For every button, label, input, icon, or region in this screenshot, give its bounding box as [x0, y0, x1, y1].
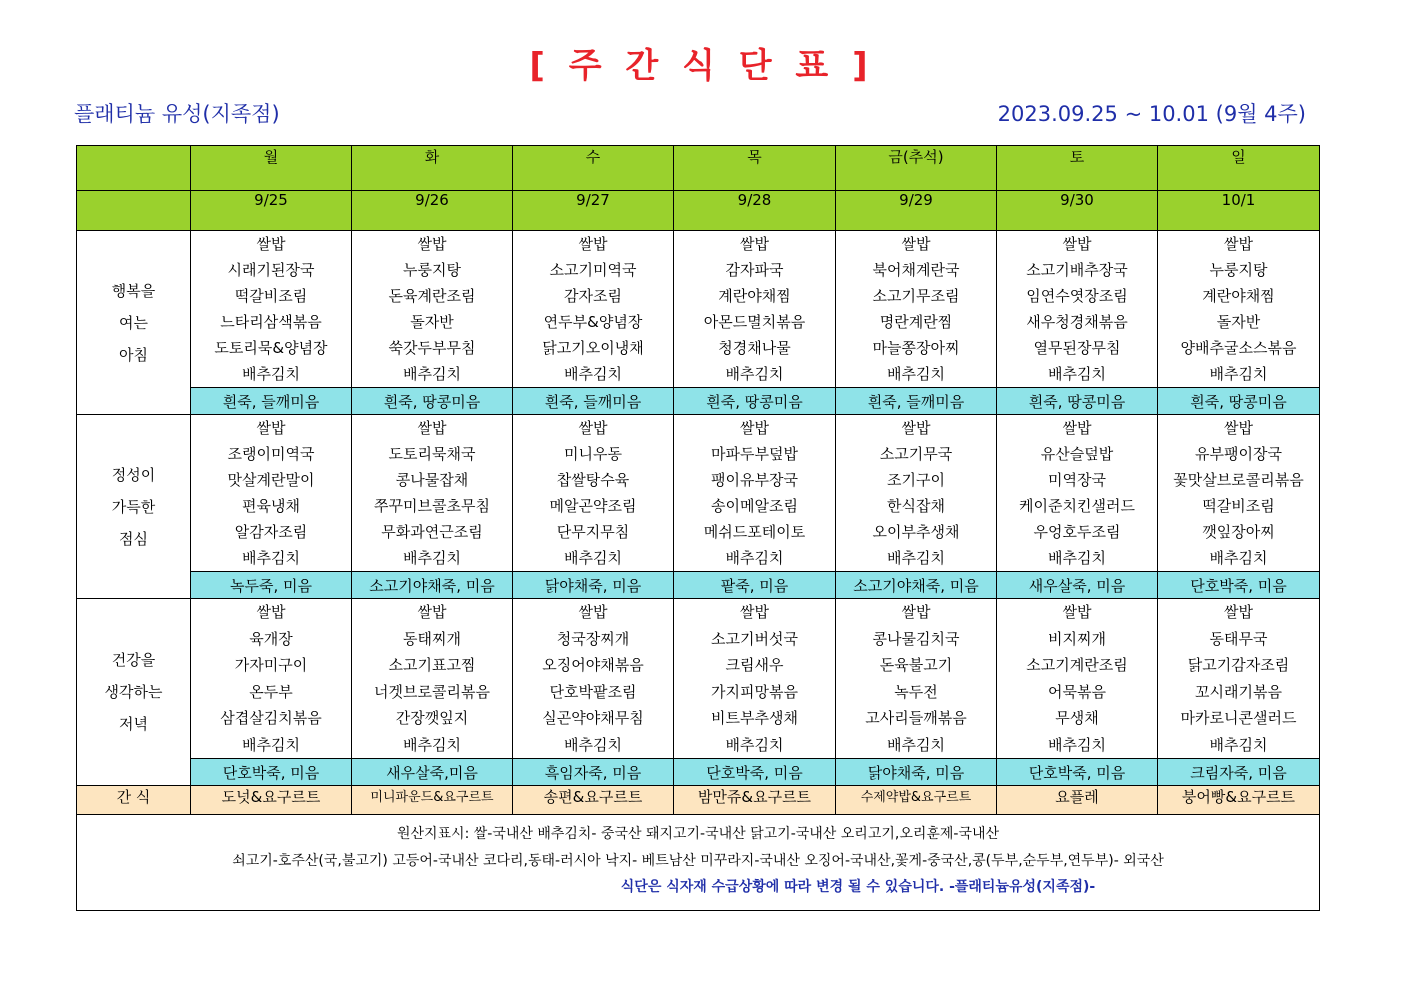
- dish-item: 오이부추생채: [872, 523, 960, 541]
- dish-item: 어묵볶음: [1048, 682, 1106, 701]
- day-date: 9/30: [997, 191, 1158, 231]
- dish-item: 쌀밥: [256, 419, 286, 437]
- dish-item: 배추김치: [1209, 735, 1268, 754]
- dish-item: 한식잡채: [887, 497, 945, 515]
- day-name: 일: [1158, 146, 1320, 191]
- dinner-porridge-cell: 크림자죽, 미음: [1158, 759, 1320, 786]
- meal-label-line: 저녁: [119, 715, 148, 733]
- dish-item: 배추김치: [403, 365, 461, 383]
- day-header-row: [77, 146, 1320, 191]
- dish-item: 쌀밥: [578, 603, 608, 621]
- lunch-porridge-cell: 소고기야채죽, 미음: [836, 572, 997, 599]
- dish-item: 오징어야채볶음: [542, 656, 644, 674]
- day-name: 월: [191, 146, 352, 191]
- dish-item: 무화과연근조림: [381, 523, 483, 541]
- dish-item: 조랭이미역국: [227, 445, 315, 463]
- meal-label-line: 정성이: [111, 465, 156, 484]
- breakfast-menu-cell: [997, 231, 1158, 388]
- dish-item: 북어채계란국: [872, 261, 960, 279]
- dish-item: 편육냉채: [242, 497, 300, 515]
- dish-item: 배추김치: [887, 735, 945, 754]
- dish-item: 쌀밥: [740, 419, 769, 437]
- dinner-menu-cell: [674, 599, 836, 759]
- notes-row: [77, 815, 1320, 911]
- dish-item: 돌자반: [1216, 313, 1261, 331]
- dinner-menu-cell: [1158, 599, 1320, 759]
- dish-item: 감자파국: [725, 261, 784, 279]
- weekly-menu-table: [76, 145, 1320, 911]
- dinner-porridge-cell: 단호박죽, 미음: [191, 759, 352, 786]
- dish-item: 단호박팥조림: [549, 682, 637, 701]
- dish-item: 콩나물잡채: [395, 471, 469, 489]
- breakfast-porridge-cell: 흰죽, 들깨미음: [191, 388, 352, 415]
- lunch-menu-cell: [191, 415, 352, 572]
- snack-cell: 도넛&요구르트: [191, 786, 352, 815]
- dish-item: 쌀밥: [1062, 419, 1092, 437]
- dish-item: 고사리들깨볶음: [865, 709, 967, 727]
- day-date: 9/26: [352, 191, 513, 231]
- dish-item: 배추김치: [403, 735, 461, 754]
- dinner-porridge-row: [77, 759, 1320, 786]
- dish-item: 배추김치: [1048, 549, 1106, 567]
- breakfast-menu-cell: [352, 231, 513, 388]
- dish-item: 닭고기감자조림: [1187, 656, 1290, 674]
- breakfast-porridge-cell: 흰죽, 땅콩미음: [674, 388, 836, 415]
- dish-item: 콩나물김치국: [872, 629, 960, 648]
- snack-label: 간 식: [77, 786, 191, 815]
- dish-item: 쌀밥: [1224, 235, 1253, 253]
- dish-item: 미역장국: [1048, 471, 1106, 489]
- change-notice: 식단은 식자재 수급상황에 따라 변경 될 수 있습니다. -플래티늄유성(지족점)-: [620, 879, 1096, 895]
- dish-item: 쌀밥: [256, 235, 286, 253]
- dish-item: 찹쌀탕수육: [556, 471, 630, 489]
- dinner-menu-cell: [836, 599, 997, 759]
- dish-item: 송이메알조림: [711, 497, 798, 515]
- lunch-porridge-cell: 단호박죽, 미음: [1158, 572, 1320, 599]
- breakfast-porridge-cell: 흰죽, 땅콩미음: [352, 388, 513, 415]
- dish-item: 쑥갓두부무침: [388, 339, 476, 357]
- dish-item: 비지찌개: [1048, 629, 1106, 648]
- dish-item: 돈육불고기: [879, 656, 953, 674]
- dinner-menu-cell: [352, 599, 513, 759]
- lunch-porridge-cell: 녹두죽, 미음: [191, 572, 352, 599]
- dish-item: 마파두부덮밥: [711, 445, 798, 463]
- lunch-porridge-row: [77, 572, 1320, 599]
- dish-item: 쌀밥: [901, 603, 931, 621]
- lunch-porridge-cell: 소고기야채죽, 미음: [352, 572, 513, 599]
- dish-item: 소고기미역국: [549, 261, 637, 279]
- dish-item: 너겟브로콜리볶음: [374, 682, 490, 701]
- origin-line-1: 원산지표시: 쌀-국내산 배추김치- 중국산 돼지고기-국내산 닭고기-국내산 오리고기,오리훈제-국내산: [396, 826, 1000, 842]
- lunch-menu-cell: [1158, 415, 1320, 572]
- dish-item: 소고기무국: [879, 445, 953, 463]
- dish-item: 소고기배추장국: [1026, 261, 1128, 279]
- dish-item: 아몬드멸치볶음: [703, 313, 806, 331]
- dish-item: 배추김치: [564, 735, 622, 754]
- breakfast-menu-cell: [674, 231, 836, 388]
- breakfast-porridge-row: [77, 388, 1320, 415]
- dish-item: 녹두전: [894, 682, 938, 701]
- dinner-porridge-cell: 흑임자죽, 미음: [513, 759, 674, 786]
- dish-item: 배추김치: [1048, 735, 1106, 754]
- dish-item: 떡갈비조림: [1202, 497, 1275, 515]
- dish-item: 돌자반: [410, 313, 454, 331]
- dish-item: 명란계란찜: [879, 313, 953, 331]
- lunch-row: [77, 415, 1320, 572]
- lunch-menu-cell: [836, 415, 997, 572]
- dish-item: 열무된장무침: [1033, 339, 1121, 357]
- lunch-porridge-cell: 새우살죽, 미음: [997, 572, 1158, 599]
- dish-item: 조기구이: [887, 471, 945, 489]
- dish-item: 마카로니콘샐러드: [1180, 709, 1297, 727]
- dish-item: 감자조림: [564, 287, 622, 305]
- breakfast-porridge-cell: 흰죽, 땅콩미음: [997, 388, 1158, 415]
- dish-item: 쌀밥: [901, 235, 931, 253]
- dish-item: 새우청경채볶음: [1026, 313, 1128, 331]
- snack-cell: 미니파운드&요구르트: [352, 786, 513, 815]
- dish-item: 온두부: [249, 682, 293, 701]
- dish-item: 실곤약야채무침: [542, 709, 644, 727]
- dish-item: 배추김치: [887, 549, 945, 567]
- breakfast-porridge-cell: 흰죽, 들깨미음: [836, 388, 997, 415]
- dish-item: 닭고기오이냉채: [542, 339, 644, 357]
- dish-item: 쌀밥: [1224, 603, 1253, 621]
- breakfast-label: [77, 231, 191, 415]
- dinner-porridge-cell: 단호박죽, 미음: [674, 759, 836, 786]
- dinner-label: [77, 599, 191, 786]
- snack-cell: 수제약밥&요구르트: [836, 786, 997, 815]
- dish-item: 배추김치: [725, 365, 784, 383]
- period-range: 2023.09.25 ~ 10.01 (9월 4주): [997, 102, 1306, 126]
- snack-cell: 밤만쥬&요구르트: [674, 786, 836, 815]
- dish-item: 소고기표고찜: [388, 656, 476, 674]
- dinner-menu-cell: [513, 599, 674, 759]
- meal-label-line: 행복을: [111, 281, 156, 300]
- day-date: 9/27: [513, 191, 674, 231]
- dish-item: 크림새우: [725, 656, 784, 674]
- dish-item: 쌀밥: [578, 235, 608, 253]
- snack-cell: 송편&요구르트: [513, 786, 674, 815]
- breakfast-menu-cell: [836, 231, 997, 388]
- dish-item: 배추김치: [242, 735, 300, 754]
- dinner-porridge-cell: 닭야채죽, 미음: [836, 759, 997, 786]
- dish-item: 떡갈비조림: [234, 287, 308, 305]
- meal-label-line: 생각하는: [104, 683, 163, 701]
- dinner-menu-cell: [997, 599, 1158, 759]
- day-name: 토: [997, 146, 1158, 191]
- snack-cell: 요플레: [997, 786, 1158, 815]
- dish-item: 알감자조림: [234, 523, 308, 541]
- dish-item: 비트부추생채: [711, 709, 798, 727]
- dish-item: 돈육계란조림: [388, 287, 476, 305]
- lunch-menu-cell: [513, 415, 674, 572]
- dish-item: 소고기무조림: [872, 287, 960, 305]
- snack-cell: 붕어빵&요구르트: [1158, 786, 1320, 815]
- dish-item: 팽이유부장국: [711, 471, 798, 489]
- day-name: 화: [352, 146, 513, 191]
- dish-item: 쌀밥: [1224, 419, 1253, 437]
- dish-item: 가지피망볶음: [711, 682, 798, 701]
- dinner-row: [77, 599, 1320, 759]
- dish-item: 쌀밥: [901, 419, 931, 437]
- dish-item: 동태찌개: [403, 629, 461, 648]
- dish-item: 배추김치: [1209, 365, 1268, 383]
- dish-item: 누룽지탕: [1209, 261, 1268, 279]
- dish-item: 쌀밥: [1062, 603, 1092, 621]
- dish-item: 배추김치: [564, 365, 622, 383]
- dish-item: 배추김치: [1048, 365, 1106, 383]
- dish-item: 쌀밥: [417, 603, 447, 621]
- dish-item: 간장깻잎지: [395, 709, 469, 727]
- dish-item: 배추김치: [1209, 549, 1268, 567]
- dish-item: 꼬시래기볶음: [1195, 682, 1282, 701]
- dish-item: 양배추굴소스볶음: [1180, 339, 1297, 357]
- breakfast-menu-cell: [513, 231, 674, 388]
- dish-item: 삼겹살김치볶음: [220, 709, 322, 727]
- dish-item: 무생채: [1055, 709, 1099, 727]
- dish-item: 배추김치: [564, 549, 622, 567]
- dish-item: 계란야채찜: [718, 287, 791, 305]
- meal-label-line: 가득한: [111, 497, 156, 516]
- dish-item: 배추김치: [725, 735, 784, 754]
- dish-item: 쌀밥: [417, 419, 447, 437]
- dish-item: 누룽지탕: [403, 261, 461, 279]
- dish-item: 유산슬덮밥: [1040, 445, 1114, 463]
- day-date: 9/25: [191, 191, 352, 231]
- dish-item: 깻잎장아찌: [1202, 523, 1275, 541]
- dish-item: 쌀밥: [740, 603, 769, 621]
- meal-label-line: 아침: [119, 345, 148, 364]
- lunch-label: [77, 415, 191, 599]
- dish-item: 쭈꾸미브콜초무침: [374, 497, 490, 515]
- lunch-menu-cell: [674, 415, 836, 572]
- dish-item: 쌀밥: [417, 235, 447, 253]
- header-corner: [77, 146, 191, 191]
- dish-item: 배추김치: [242, 365, 300, 383]
- dish-item: 쌀밥: [256, 603, 286, 621]
- dish-item: 배추김치: [403, 549, 461, 567]
- day-name: 목: [674, 146, 836, 191]
- snack-row: [77, 786, 1320, 815]
- breakfast-porridge-cell: 흰죽, 땅콩미음: [1158, 388, 1320, 415]
- day-name: 수: [513, 146, 674, 191]
- dish-item: 도토리묵채국: [388, 445, 476, 463]
- meal-label-line: 점심: [119, 529, 148, 548]
- dish-item: 배추김치: [887, 365, 945, 383]
- lunch-menu-cell: [352, 415, 513, 572]
- dish-item: 연두부&양념장: [543, 313, 643, 331]
- lunch-porridge-cell: 팥죽, 미음: [674, 572, 836, 599]
- dish-item: 시래기된장국: [227, 261, 315, 279]
- day-date: 10/1: [1158, 191, 1320, 231]
- dish-item: 미니우동: [564, 445, 622, 463]
- dish-item: 쌀밥: [740, 235, 769, 253]
- notes-cell: [77, 815, 1320, 911]
- dish-item: 배추김치: [242, 549, 300, 567]
- dish-item: 꽃맛살브로콜리볶음: [1173, 471, 1304, 489]
- dish-item: 느타리삼색볶음: [220, 313, 322, 331]
- day-date: 9/28: [674, 191, 836, 231]
- dish-item: 단무지무침: [556, 523, 630, 541]
- dish-item: 케이준치킨샐러드: [1019, 497, 1135, 515]
- dish-item: 가자미구이: [234, 656, 308, 674]
- dish-item: 동태무국: [1209, 629, 1268, 648]
- dish-item: 유부팽이장국: [1195, 445, 1282, 463]
- dish-item: 소고기버섯국: [711, 629, 798, 648]
- dish-item: 쌀밥: [578, 419, 608, 437]
- dish-item: 마늘쫑장아찌: [872, 339, 960, 357]
- breakfast-row: [77, 231, 1320, 388]
- meal-label-line: 건강을: [111, 651, 156, 669]
- dish-item: 배추김치: [725, 549, 784, 567]
- breakfast-menu-cell: [1158, 231, 1320, 388]
- dinner-porridge-cell: 새우살죽,미음: [352, 759, 513, 786]
- date-row: [77, 191, 1320, 231]
- lunch-menu-cell: [997, 415, 1158, 572]
- dish-item: 계란야채찜: [1202, 287, 1275, 305]
- date-corner: [77, 191, 191, 231]
- breakfast-porridge-cell: 흰죽, 들깨미음: [513, 388, 674, 415]
- lunch-porridge-cell: 닭야채죽, 미음: [513, 572, 674, 599]
- page-title: [ 주 간 식 단 표 ]: [529, 46, 874, 86]
- dish-item: 소고기계란조림: [1026, 656, 1128, 674]
- day-date: 9/29: [836, 191, 997, 231]
- dish-item: 맛살계란말이: [227, 471, 315, 489]
- breakfast-menu-cell: [191, 231, 352, 388]
- dinner-menu-cell: [191, 599, 352, 759]
- meal-label-line: 여는: [119, 313, 148, 332]
- dish-item: 메쉬드포테이토: [703, 523, 806, 541]
- dish-item: 육개장: [249, 629, 293, 648]
- origin-line-2: 쇠고기-호주산(국,불고기) 고등어-국내산 코다리,동태-러시아 낙지- 베트남산 미꾸라지-국내산 오징어-국내산,꽃게-중국산,콩(두부,순두부,연두부)- 외국산: [232, 853, 1164, 869]
- day-name: 금(추석): [836, 146, 997, 191]
- dish-item: 우엉호두조림: [1033, 523, 1121, 541]
- dish-item: 임연수엿장조림: [1026, 287, 1128, 305]
- dish-item: 메알곤약조림: [549, 497, 637, 515]
- dinner-porridge-cell: 단호박죽, 미음: [997, 759, 1158, 786]
- dish-item: 도토리묵&양념장: [214, 339, 328, 357]
- dish-item: 청경채나물: [718, 339, 791, 357]
- dish-item: 쌀밥: [1062, 235, 1092, 253]
- branch-name: 플래티늄 유성(지족점): [74, 102, 280, 126]
- dish-item: 청국장찌개: [556, 629, 630, 648]
